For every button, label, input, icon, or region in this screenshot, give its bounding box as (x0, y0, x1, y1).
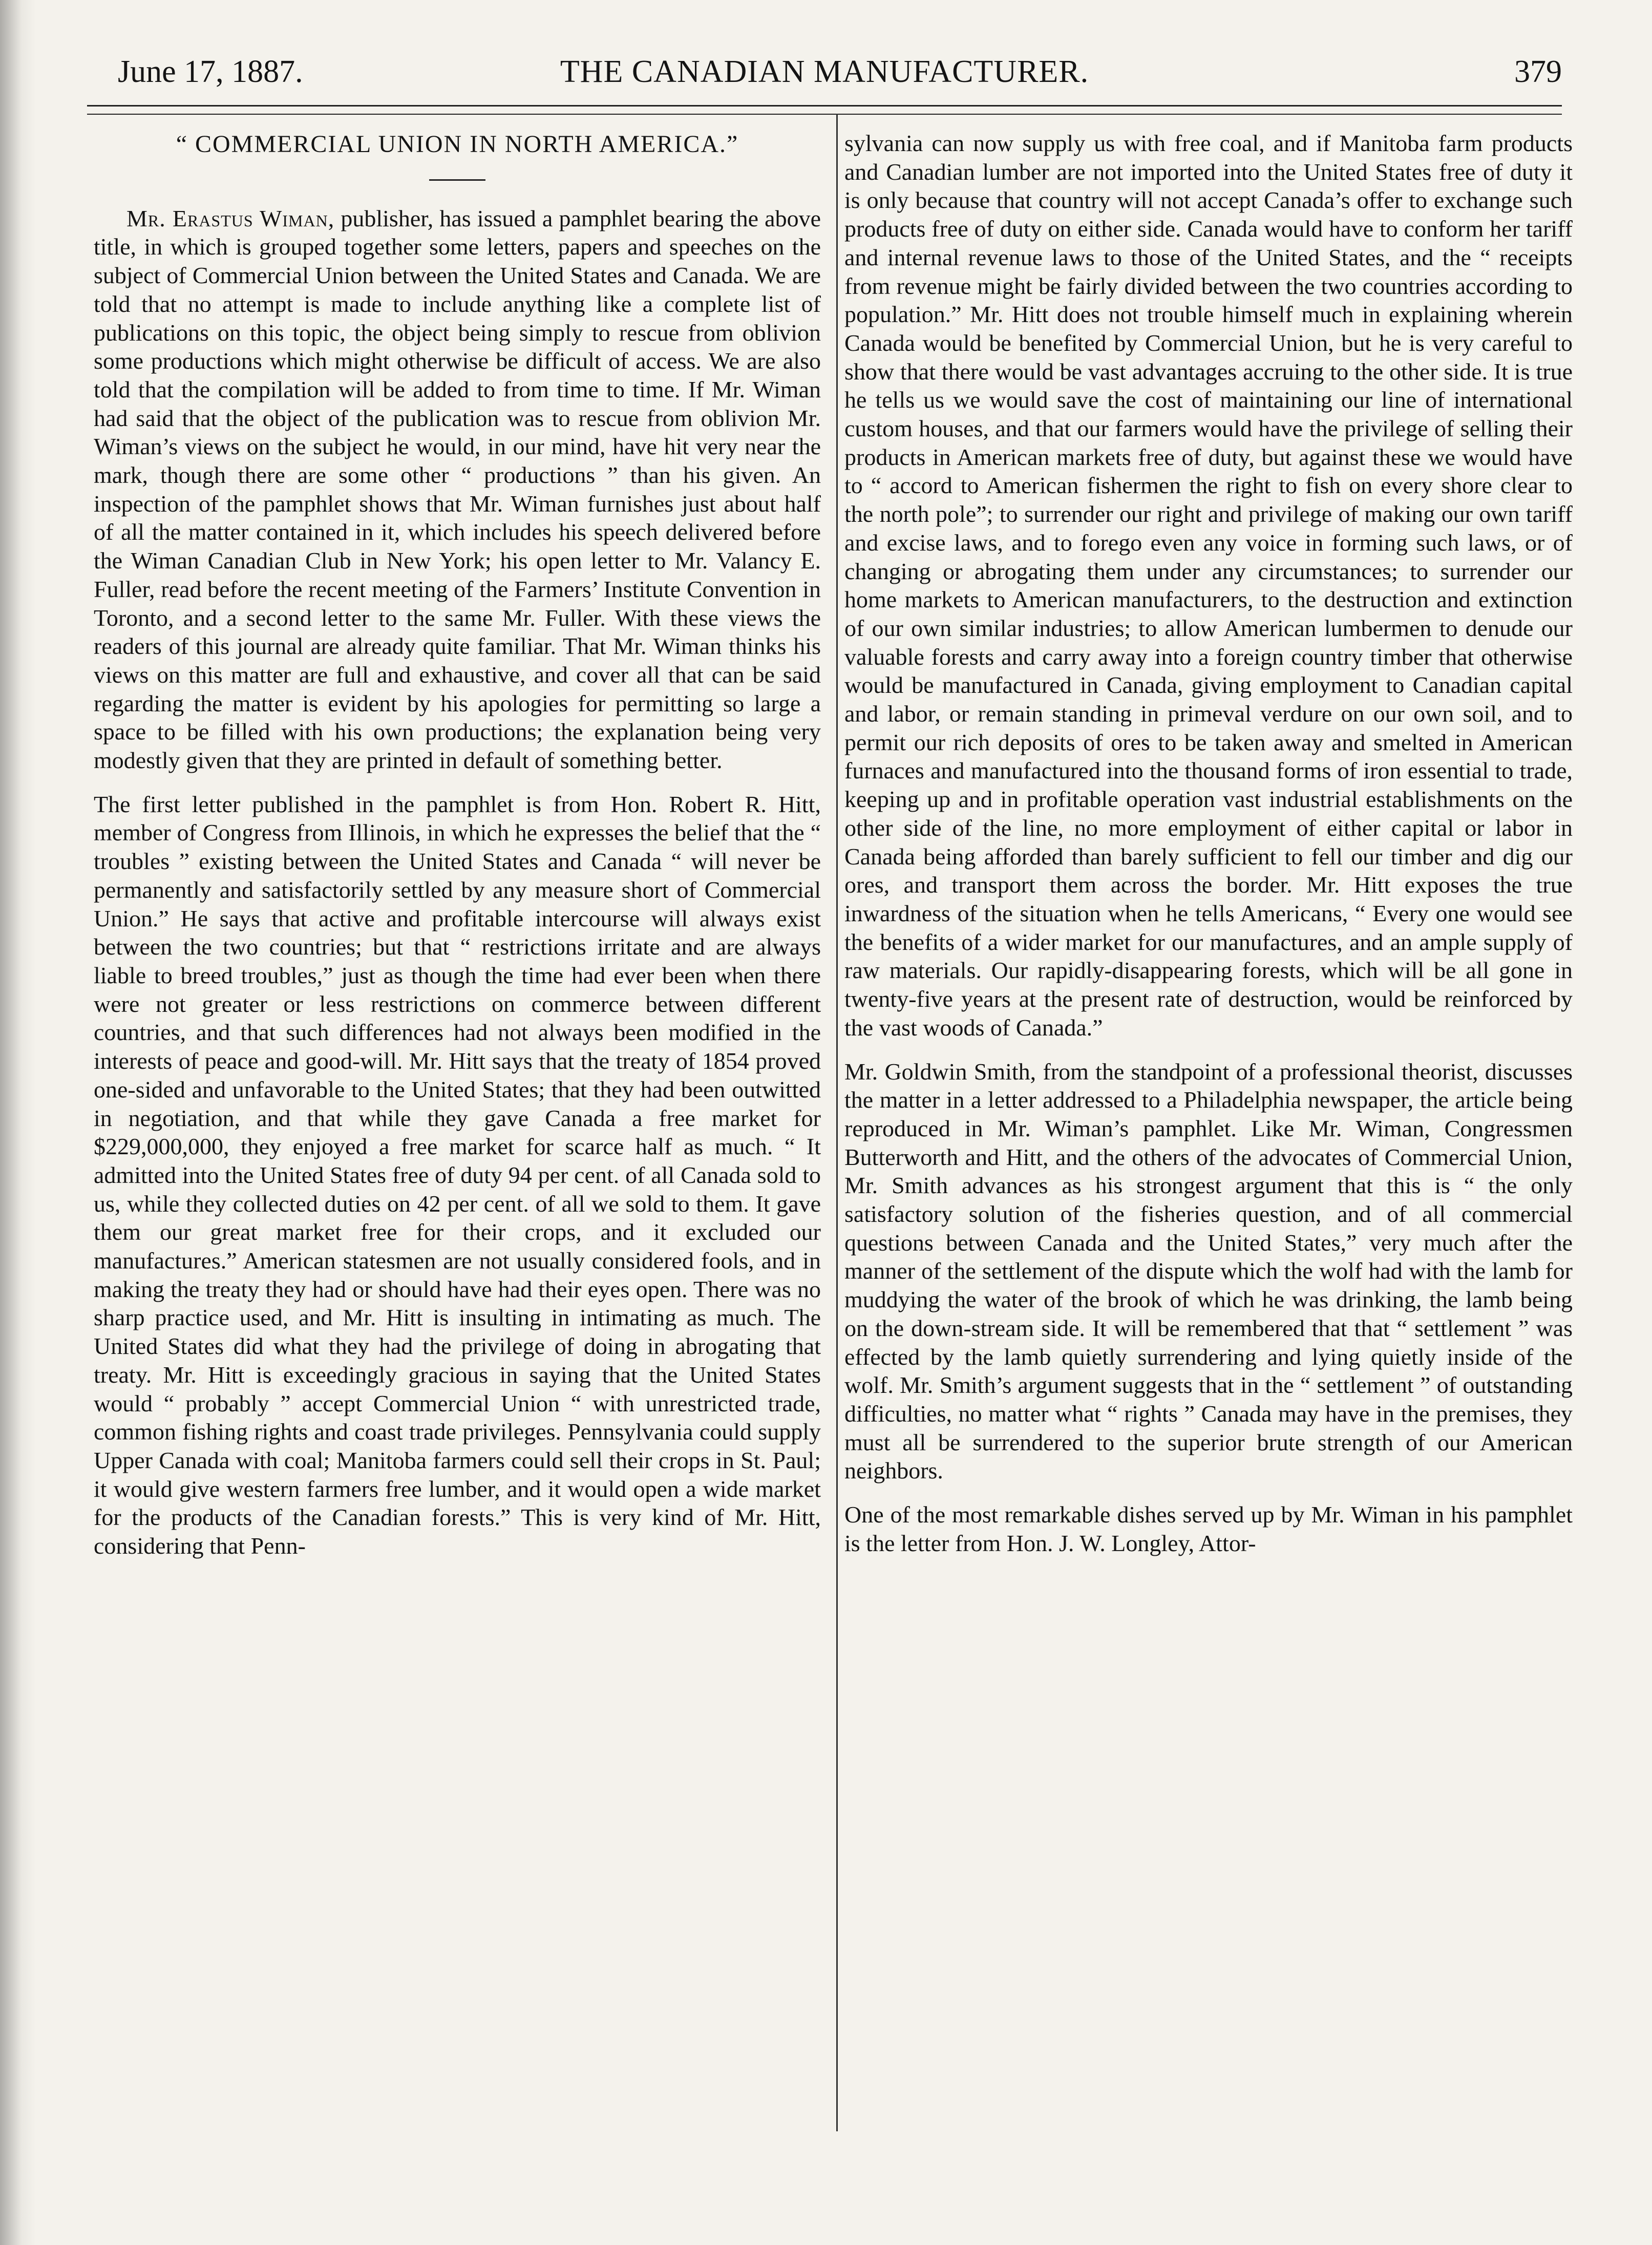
paragraph-text: publisher, has issued a pamphlet bearing the above title, in which is grouped together some letters, papers and speeches on the subject of Commercial Union between the United States and Canada. We are told that no attempt is made to include anything like a complete list of publications on this topic, the object being simply to rescue from oblivion some productions which might otherwise be difficult of access. We are also told that the compilation will be added to from time to time. If Mr. Wiman had said that the object of the publication was to rescue from oblivion Mr. Wiman’s views on the subject he would, in our mind, have hit very near the mark, though there are some other “ productions ” than his given. An inspection of the pamphlet shows that Mr. Wiman furnishes just about half of all the matter contained in it, which includes his speech delivered before the Wiman Canadian Club in New York; his open letter to Mr. Valancy E. Fuller, read before the recent meeting of the Farmers’ Institute Convention in Toronto, and a second letter to the same Mr. Fuller. With these views the readers of this journal are already quite familiar. That Mr. Wiman thinks his views on this matter are full and exhaustive, and cover all that can be said regarding the matter is evident by his apologies for permitting so large a space to be filled with his own productions; the explanation being very modestly given that they are printed in default of something better. (94, 205, 821, 774)
article-paragraph-2: The first letter published in the pamphlet is from Hon. Robert R. Hitt, member of Congress from Illinois, in which he expresses the belief that the “ troubles ” existing between the United States and Canada “ will never be permanently and satisfactorily settled by any measure short of Commercial Union.” He says that active and profitable intercourse will always exist between the two countries; but that “ restrictions irritate and are always liable to breed troubles,” just as though the time had ever been when there were not greater or less restrictions on commerce between different countries, and that such differences had not always been modified in the interests of peace and good-will. Mr. Hitt says that the treaty of 1854 proved one-sided and unfavorable to the United States; that they had been outwitted in negotiation, and that while they gave Canada a free market for $229,000,000, they enjoyed a free market for scarce half as much. “ It admitted into the United States free of duty 94 per cent. of all Canada sold to us, while they collected duties on 42 per cent. of all we sold to them. It gave them our great market free for their crops, and it excluded our manufactures.” American statesmen are not usually considered fools, and in making the treaty they had or should have had their eyes open. There was no sharp practice used, and Mr. Hitt is insulting in intimating as much. The United States did what they had the privilege of doing in abrogating that treaty. Mr. Hitt is exceedingly gracious in saying that the United States would “ probably ” accept Commercial Union “ with unrestricted trade, common fishing rights and coast trade privileges. Pennsylvania could supply Upper Canada with coal; Manitoba farmers could sell their crops in St. Paul; it would give western farmers free lumber, and it would open a wide market for the products of the Canadian forests.” This is very kind of Mr. Hitt, considering that Penn- (94, 791, 821, 1559)
title-divider (429, 179, 485, 181)
header-rule-top (87, 105, 1562, 107)
scan-edge-shadow (0, 0, 36, 2245)
page-header (87, 54, 1562, 100)
masthead: THE CANADIAN MANUFACTURER. (560, 54, 1089, 89)
column-divider (836, 114, 838, 2131)
article-paragraph-3: sylvania can now supply us with free coal, and if Manitoba farm products and Canadian lumber are not imported into the United States free of duty it is only because that country will not accept Canada’s offer to exchange such products free of duty on either side. Canada would have to conform her tariff and internal revenue laws to those of the United States, and the “ receipts from revenue might be fairly divided between the two countries according to population.” Mr. Hitt does not trouble himself much in explaining wherein Canada would be benefited by Commercial Union, but he is very careful to show that there would be vast advantages accruing to the other side. It is true he tells us we would save the cost of maintaining our line of international custom houses, and that our farmers would have the privilege of selling their products in American markets free of duty, but against these we would have to “ accord to American fishermen the right to fish on every shore clear to the north pole”; to surrender our right and privilege of making our own tariff and excise laws, and to forego even any voice in forming such laws, or of changing or abrogating them under any circumstances; to surrender our home markets to American manufacturers, to the destruction and extinction of our own similar industries; to allow American lumbermen to denude our valuable forests and carry away into a foreign country timber that otherwise would be manufactured in Canada, giving employment to Canadian capital and labor, or remain standing in primeval verdure on our own soil, and to permit our rich deposits of ores to be taken away and smelted in American furnaces and manufactured into the thousand forms of iron essential to trade, keeping up and in profitable operation vast industrial establishments on the other side of the line, no more employment of either capital or labor in Canada being afforded than barely sufficient to fell our timber and dig our ores, and transport them across the border. Mr. Hitt exposes the true inwardness of the situation when he tells Americans, “ Every one would see the benefits of a wider market for our manufactures, and an ample supply of raw materials. Our rapidly-disappearing forests, which will be all gone in twenty-five years at the present rate of destruction, would be reinforced by the vast woods of Canada.” (844, 130, 1573, 1041)
header-rule-bottom (87, 114, 1562, 115)
article-paragraph-4: Mr. Goldwin Smith, from the standpoint of a professional theorist, discusses the matter in a letter addressed to a Philadelphia newspaper, the article being reproduced in Mr. Wiman’s pamphlet. Like Mr. Wiman, Congressmen Butterworth and Hitt, and the others of the advocates of Commercial Union, Mr. Smith advances as his strongest argument that this is “ the only satisfactory solution of the fisheries question, and of all commercial questions between Canada and the United States,” very much after the manner of the settlement of the dispute which the wolf had with the lamb for muddying the water of the brook of which he was drinking, the lamb being on the down-stream side. It will be remembered that that “ settlement ” was effected by the lamb quietly surrendering and lying quietly inside of the wolf. Mr. Smith’s argument suggests that in the “ settlement ” of outstanding difficulties, no matter what “ rights ” Canada may have in the premises, they must all be surrendered to the superior brute strength of our American neighbors. (844, 1058, 1573, 1484)
left-column (94, 123, 821, 1576)
article-paragraph-5: One of the most remarkable dishes served up by Mr. Wiman in his pamphlet is the letter from Hon. J. W. Longley, Attor- (844, 1501, 1573, 1556)
article-title: “ COMMERCIAL UNION IN NORTH AMERICA.” (176, 131, 739, 158)
article-paragraph-1 (94, 204, 821, 775)
page-number: 379 (1514, 54, 1562, 89)
right-column (844, 129, 1573, 1573)
issue-date: June 17, 1887. (118, 54, 303, 89)
author-name: Mr. Erastus Wiman, (126, 205, 335, 231)
